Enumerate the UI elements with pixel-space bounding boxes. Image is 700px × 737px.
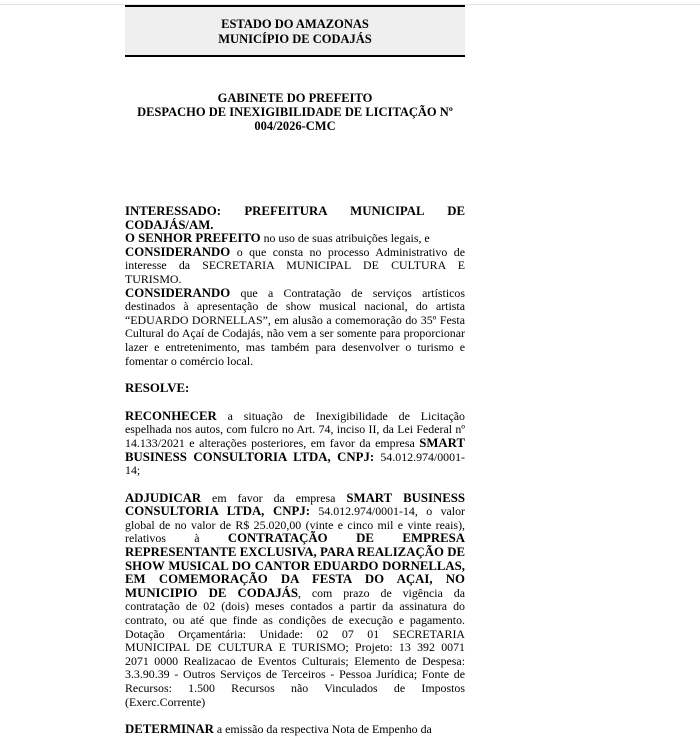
interessado-text: INTERESSADO: PREFEITURA MUNICIPAL DE CODAJÁS/AM. <box>125 204 465 232</box>
reconhecer-label: RECONHECER <box>125 408 217 423</box>
adjudicar-object: CONTRATAÇÃO DE EMPRESA REPRESENTANTE EXCLUSIVA, PARA REALIZAÇÃO DE SHOW MUSICAL DO CANTOR EDUARDO DORNELLAS, EM COMEMORAÇÃO DA FESTA DO AÇAI, NO MUNICIPIO DE CODAJÁS <box>125 531 465 600</box>
adjudicar-details: , com prazo de vigência da contratação de 02 (dois) meses contados a partir da assinatura do contrato, ou até que finde as condições de execução e pagamento. Dotação Orçamentária: Unidade: 02 07 01 SECRETARIA MUNICIPAL DE CULTURA E TURISMO; Projeto: 13 392 0071 2071 0000 Realizacao de Eventos Culturais; Elemento de Despesa: 3.3.90.39 - Outros Serviços de Terceiros - Pessoa Jurídica; Fonte de Recursos: 1.500 Recursos não Vinculados de Impostos (Exerc.Corrente) <box>125 585 466 709</box>
considerando-label-1: CONSIDERANDO <box>125 244 231 259</box>
resolve-label: RESOLVE: <box>125 381 190 396</box>
document-page <box>125 5 466 737</box>
reconhecer-cnpj: 54.012.974/0001-14; <box>125 449 465 478</box>
title-office: GABINETE DO PREFEITO <box>217 91 373 105</box>
interessado-line <box>125 205 465 232</box>
reconhecer-company: SMART BUSINESS CONSULTORIA LTDA, CNPJ: <box>125 435 465 464</box>
title-dispatch: DESPACHO DE INEXIGIBILIDADE DE LICITAÇÃO Nº <box>137 105 453 119</box>
adjudicar-text: em favor da empresa <box>201 490 347 505</box>
header-state: ESTADO DO AMAZONAS <box>221 17 369 31</box>
considerando-paragraph-2 <box>125 287 465 369</box>
adjudicar-paragraph <box>125 492 465 710</box>
determinar-paragraph-cut <box>125 722 465 737</box>
determinar-text: a emissão da respectiva Nota de Empenho da <box>213 722 432 737</box>
senhor-prefeito-paragraph <box>125 232 465 246</box>
considerando-label-2: CONSIDERANDO <box>125 285 231 300</box>
adjudicar-value-text: 54.012.974/0001-14, o valor global de no valor de R$ 25.020,00 (vinte e cinco mil e vinte reais), relativos à <box>125 504 465 546</box>
title-number: 004/2026-CMC <box>254 119 336 133</box>
adjudicar-company: SMART BUSINESS CONSULTORIA LTDA, CNPJ: <box>125 490 465 519</box>
document-header <box>125 5 465 57</box>
senhor-prefeito-label: O SENHOR PREFEITO <box>125 231 261 246</box>
adjudicar-label: ADJUDICAR <box>125 490 202 505</box>
reconhecer-paragraph <box>125 410 465 478</box>
document-body <box>125 204 466 737</box>
considerando-paragraph-1 <box>125 246 465 287</box>
senhor-prefeito-text: no uso de suas atribuições legais, e <box>260 231 430 246</box>
header-municipality: MUNICÍPIO DE CODAJÁS <box>218 32 372 46</box>
document-title <box>125 91 465 133</box>
considerando-text-1: o que consta no processo Administrativo de interesse da SECRETARIA MUNICIPAL DE CULTURA E TURISMO. <box>125 244 465 286</box>
reconhecer-text: a situação de Inexigibilidade de Licitação espelhada nos autos, com fulcro no Art. 74, inciso II, da Lei Federal nº 14.133/2021 e alterações posteriores, em favor da empresa <box>125 408 465 450</box>
resolve-heading <box>125 382 465 396</box>
considerando-text-2: que a Contratação de serviços artísticos destinados à apresentação de show musical nacional, do artista “EDUARDO DORNELLAS”, em alusão a comemoração do 35º Festa Cultural do Açaí de Codajás, não vem a ser somente para proporcionar lazer e entretenimento, mas também para desenvolver o turismo e fomentar o comércio local. <box>125 285 465 368</box>
determinar-label: DETERMINAR <box>125 722 214 737</box>
